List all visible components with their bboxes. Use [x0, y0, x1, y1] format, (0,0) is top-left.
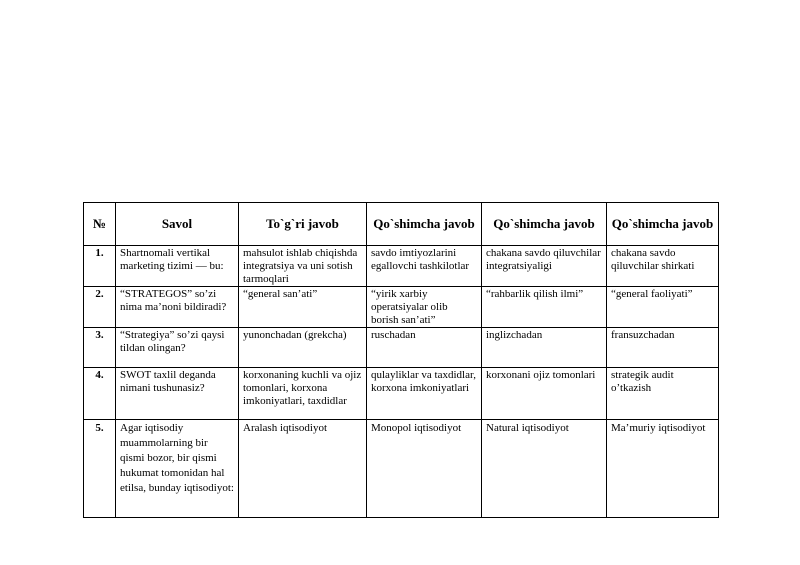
row-number: 2. — [84, 287, 116, 328]
header-extra-answer-3: Qo`shimcha javob — [607, 203, 719, 246]
correct-answer-cell: “general san’ati” — [239, 287, 367, 328]
table-header-row — [84, 203, 719, 246]
extra-answer-cell: Natural iqtisodiyot — [482, 420, 607, 518]
extra-answer-cell: korxonani ojiz tomonlari — [482, 368, 607, 420]
extra-answer-cell: inglizchadan — [482, 328, 607, 368]
extra-answer-cell: ruschadan — [367, 328, 482, 368]
extra-answer-cell: qulayliklar va taxdidlar, korxona imkoniyatlari — [367, 368, 482, 420]
extra-answer-cell: fransuzchadan — [607, 328, 719, 368]
table-row — [84, 368, 719, 420]
extra-answer-cell: savdo imtiyozlarini egallovchi tashkilotlar — [367, 246, 482, 287]
header-extra-answer-1: Qo`shimcha javob — [367, 203, 482, 246]
row-number: 5. — [84, 420, 116, 518]
header-correct-answer: To`g`ri javob — [239, 203, 367, 246]
row-number: 3. — [84, 328, 116, 368]
extra-answer-cell: chakana savdo qiluvchilar shirkati — [607, 246, 719, 287]
correct-answer-cell: mahsulot ishlab chiqishda integratsiya va uni sotish tarmoqlari — [239, 246, 367, 287]
table-row — [84, 328, 719, 368]
question-cell: SWOT taxlil deganda nimani tushunasiz? — [116, 368, 239, 420]
extra-answer-cell: “general faoliyati” — [607, 287, 719, 328]
quiz-table — [83, 202, 719, 518]
correct-answer-cell: korxonaning kuchli va ojiz tomonlari, korxona imkoniyatlari, taxdidlar — [239, 368, 367, 420]
header-number: № — [84, 203, 116, 246]
correct-answer-cell: yunonchadan (grekcha) — [239, 328, 367, 368]
table-row — [84, 287, 719, 328]
extra-answer-cell: Monopol iqtisodiyot — [367, 420, 482, 518]
extra-answer-cell: strategik audit o’tkazish — [607, 368, 719, 420]
extra-answer-cell: Ma’muriy iqtisodiyot — [607, 420, 719, 518]
extra-answer-cell: “rahbarlik qilish ilmi” — [482, 287, 607, 328]
question-cell: Agar iqtisodiy muammolarning bir qismi bozor, bir qismi hukumat tomonidan hal etilsa, bunday iqtisodiyot: — [116, 420, 239, 518]
row-number: 1. — [84, 246, 116, 287]
header-question: Savol — [116, 203, 239, 246]
question-cell: “Strategiya” so’zi qaysi tildan olingan? — [116, 328, 239, 368]
extra-answer-cell: chakana savdo qiluvchilar integratsiyaligi — [482, 246, 607, 287]
question-cell: “STRATEGOS” so’zi nima ma’noni bildiradi? — [116, 287, 239, 328]
table-row — [84, 246, 719, 287]
extra-answer-cell: “yirik xarbiy operatsiyalar olib borish san’ati” — [367, 287, 482, 328]
question-cell: Shartnomali vertikal marketing tizimi — bu: — [116, 246, 239, 287]
header-extra-answer-2: Qo`shimcha javob — [482, 203, 607, 246]
table-row — [84, 420, 719, 518]
row-number: 4. — [84, 368, 116, 420]
correct-answer-cell: Aralash iqtisodiyot — [239, 420, 367, 518]
